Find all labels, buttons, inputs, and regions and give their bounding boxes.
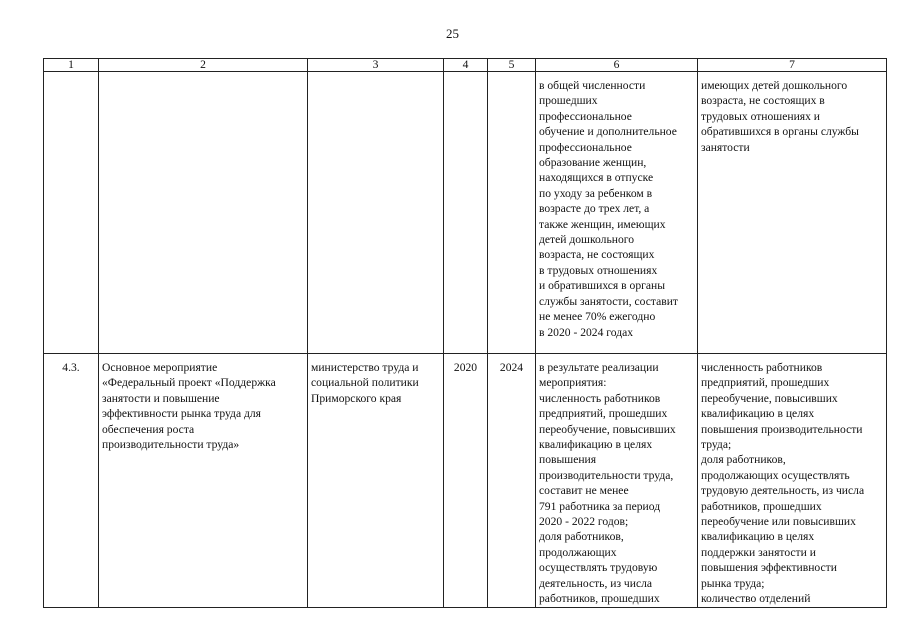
end-year: 2024 [488,354,536,608]
page-number: 25 [446,26,459,41]
table-row [44,72,887,354]
header-col-3: 3 [308,59,444,72]
row-number [44,72,99,354]
header-col-1: 1 [44,59,99,72]
expected-result: в результате реализации мероприятия: численность работников предприятий, прошедших переобучение, повысивших квалификацию в целях повышения производительности труда, составит не менее 791 работника за период 2020 - 2022 годов; доля работников, продолжающих осуществлять трудовую деятельность, из числа работников, прошедших [536,354,698,608]
header-col-4: 4 [444,59,488,72]
event-name [99,72,308,354]
start-year: 2020 [444,354,488,608]
row-number: 4.3. [44,354,99,608]
program-table [43,58,887,608]
indicator: имеющих детей дошкольного возраста, не состоящих в трудовых отношениях и обратившихся в органы службы занятости [698,72,887,354]
expected-result: в общей численности прошедших профессиональное обучение и дополнительное профессиональное образование женщин, находящихся в отпуске по уходу за ребенком в возрасте до трех лет, а также женщин, имеющих детей дошкольного возраста, не состоящих в трудовых отношениях и обратившихся в органы службы занятости, составит не менее 70% ежегодно в 2020 - 2024 годах [536,72,698,354]
executor [308,72,444,354]
end-year [488,72,536,354]
header-col-2: 2 [99,59,308,72]
event-name: Основное мероприятие «Федеральный проект «Поддержка занятости и повышение эффективности рынка труда для обеспечения роста производительности труда» [99,354,308,608]
indicator: численность работников предприятий, прошедших переобучение, повысивших квалификацию в целях повышения производительности труда; доля работников, продолжающих осуществлять трудовую деятельность, из числа работников, прошедших переобучение или повысивших квалификацию в целях поддержки занятости и повышения эффективности рынка труда; количество отделений [698,354,887,608]
header-row [44,59,887,72]
header-col-5: 5 [488,59,536,72]
start-year [444,72,488,354]
executor: министерство труда и социальной политики Приморского края [308,354,444,608]
header-col-6: 6 [536,59,698,72]
header-col-7: 7 [698,59,887,72]
table-row [44,354,887,608]
